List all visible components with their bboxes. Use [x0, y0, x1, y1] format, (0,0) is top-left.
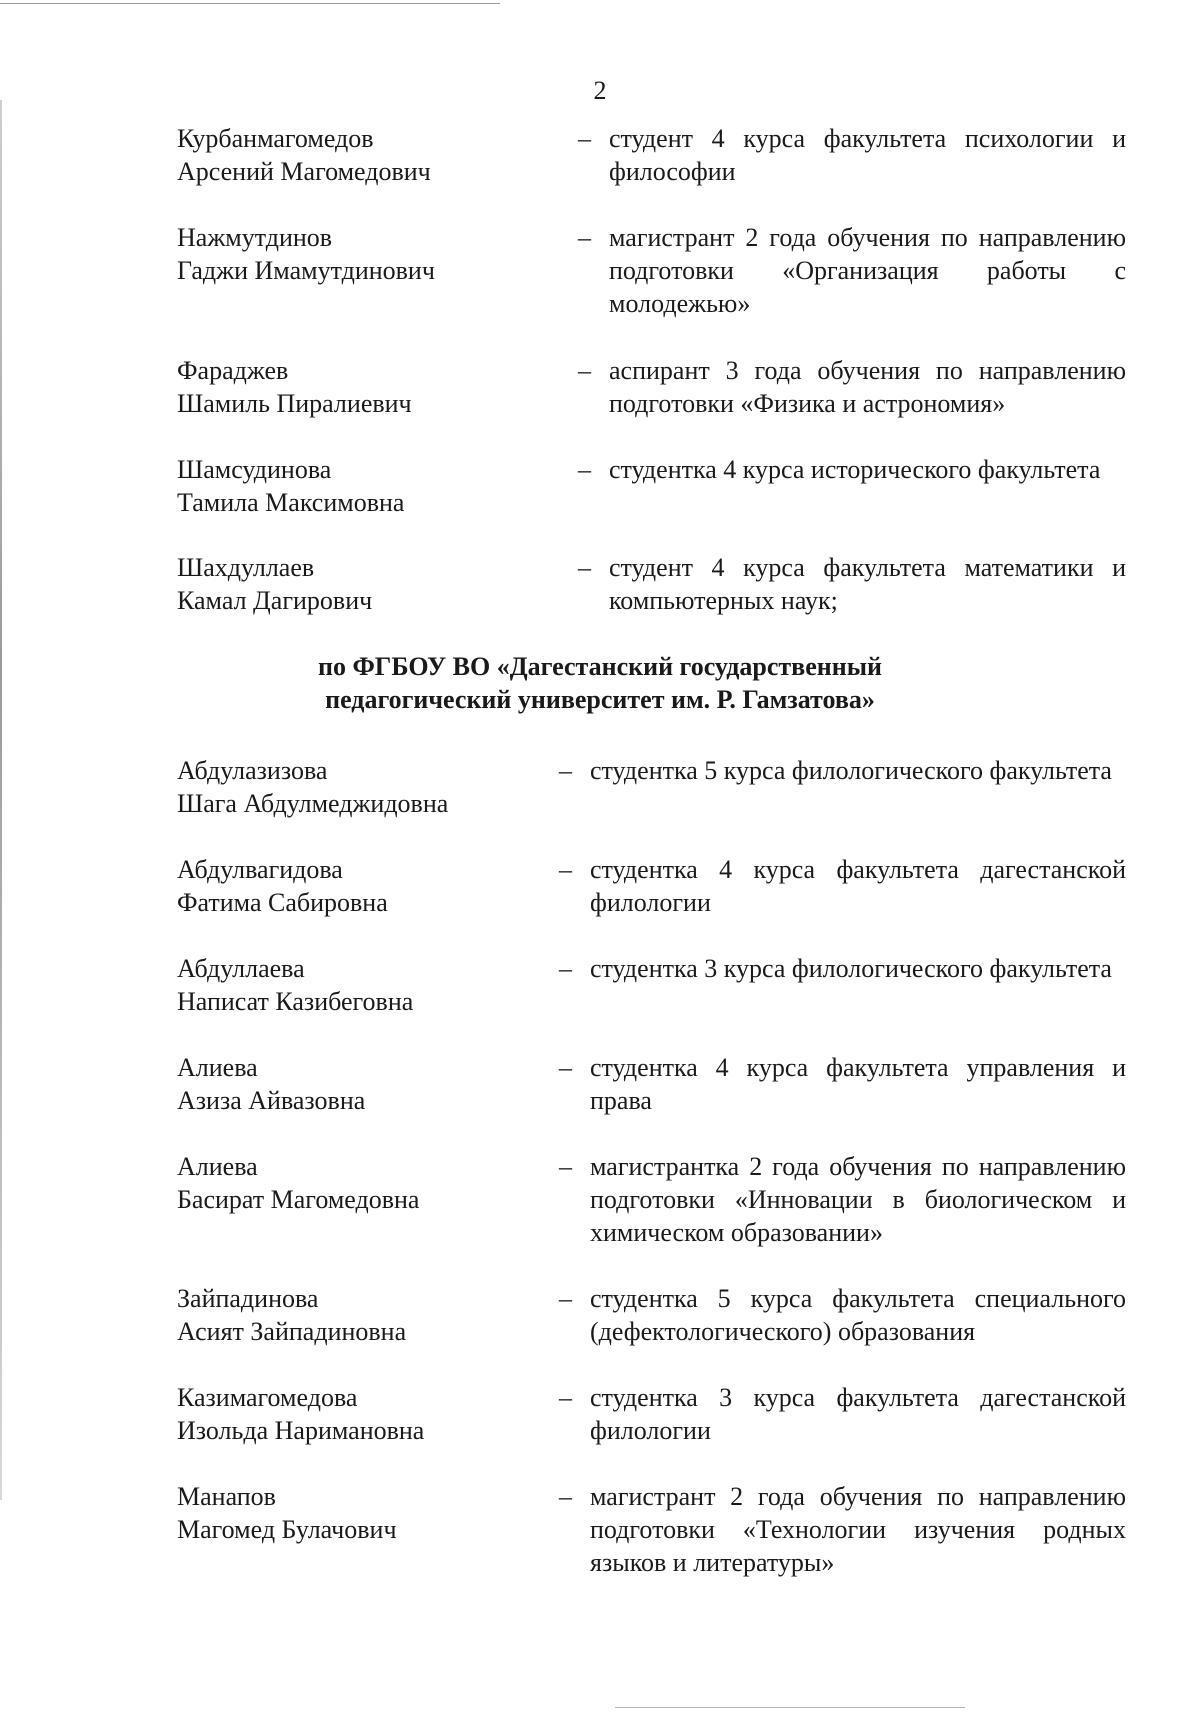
surname: Абдулвагидова — [177, 855, 343, 884]
given-name: Гаджи Имамутдинович — [177, 256, 435, 285]
person-name — [177, 221, 435, 287]
given-name: Написат Казибеговна — [177, 987, 414, 1016]
person-name — [177, 853, 388, 919]
surname: Нажмутдинов — [177, 223, 333, 252]
given-name: Арсений Магомедович — [177, 157, 431, 186]
dash: – — [559, 954, 572, 983]
dash: – — [559, 1383, 572, 1412]
given-name: Шамиль Пиралиевич — [177, 389, 412, 418]
person-name — [177, 952, 413, 1018]
section-heading-line: педагогический университет им. Р. Гамзатова» — [325, 685, 875, 714]
person-name — [177, 1381, 424, 1447]
dash: – — [559, 756, 572, 785]
given-name: Магомед Булачович — [177, 1515, 397, 1544]
dash: – — [559, 855, 572, 884]
surname: Зайпадинова — [177, 1284, 319, 1313]
person-description: магистрантка 2 года обучения по направлению подготовки «Инновации в биологическом и химическом образовании» — [590, 1152, 1126, 1247]
person-description: студент 4 курса факультета математики и компьютерных наук; — [609, 553, 1126, 615]
person-name — [177, 1282, 406, 1348]
person-name — [177, 453, 404, 519]
person-description: студентка 3 курса факультета дагестанской филологии — [590, 1383, 1126, 1445]
dash: – — [559, 1482, 572, 1511]
person-name — [177, 754, 448, 820]
person-name — [177, 1051, 365, 1117]
scan-edge — [0, 100, 2, 1500]
given-name: Фатима Сабировна — [177, 888, 388, 917]
person-name — [177, 1150, 419, 1216]
surname: Алиева — [177, 1053, 258, 1082]
dash: – — [559, 1053, 572, 1082]
surname: Алиева — [177, 1152, 258, 1181]
scan-artifact-line — [615, 1707, 965, 1708]
given-name: Басират Магомедовна — [177, 1185, 420, 1214]
person-description: магистрант 2 года обучения по направлению подготовки «Технологии изучения родных языков и литературы» — [590, 1482, 1126, 1577]
surname: Казимагомедова — [177, 1383, 358, 1412]
person-description: студентка 4 курса исторического факультета — [609, 455, 1101, 484]
person-description: студентка 5 курса филологического факультета — [590, 756, 1112, 785]
surname: Абдуллаева — [177, 954, 305, 983]
person-description: аспирант 3 года обучения по направлению подготовки «Физика и астрономия» — [609, 356, 1126, 418]
scan-artifact-line — [0, 3, 500, 4]
person-description: студентка 3 курса филологического факультета — [590, 954, 1112, 983]
page-number: 2 — [593, 76, 607, 105]
surname: Шамсудинова — [177, 455, 332, 484]
person-name — [177, 551, 372, 617]
person-description: магистрант 2 года обучения по направлению подготовки «Организация работы с молодежью» — [609, 223, 1126, 318]
surname: Шахдуллаев — [177, 553, 315, 582]
dash: – — [559, 1152, 572, 1181]
person-name — [177, 354, 412, 420]
given-name: Тамила Максимовна — [177, 488, 405, 517]
given-name: Камал Дагирович — [177, 586, 373, 615]
person-description: студентка 4 курса факультета управления и права — [590, 1053, 1126, 1115]
given-name: Асият Зайпадиновна — [177, 1317, 407, 1346]
given-name: Изольда Наримановна — [177, 1416, 425, 1445]
surname: Курбанмагомедов — [177, 124, 374, 153]
person-name — [177, 1480, 397, 1546]
person-name — [177, 122, 431, 188]
surname: Фараджев — [177, 356, 289, 385]
dash: – — [578, 124, 591, 153]
surname: Абдулазизова — [177, 756, 328, 785]
section-heading-line: по ФГБОУ ВО «Дагестанский государственный — [317, 652, 883, 681]
dash: – — [578, 553, 591, 582]
dash: – — [559, 1284, 572, 1313]
section-heading — [0, 650, 1200, 716]
surname: Манапов — [177, 1482, 276, 1511]
person-description: студентка 4 курса факультета дагестанской филологии — [590, 855, 1126, 917]
given-name: Шага Абдулмеджидовна — [177, 789, 449, 818]
person-description: студент 4 курса факультета психологии и философии — [609, 124, 1126, 186]
dash: – — [578, 223, 591, 252]
person-description: студентка 5 курса факультета специального (дефектологического) образования — [590, 1284, 1126, 1346]
given-name: Азиза Айвазовна — [177, 1086, 366, 1115]
dash: – — [578, 356, 591, 385]
dash: – — [578, 455, 591, 484]
